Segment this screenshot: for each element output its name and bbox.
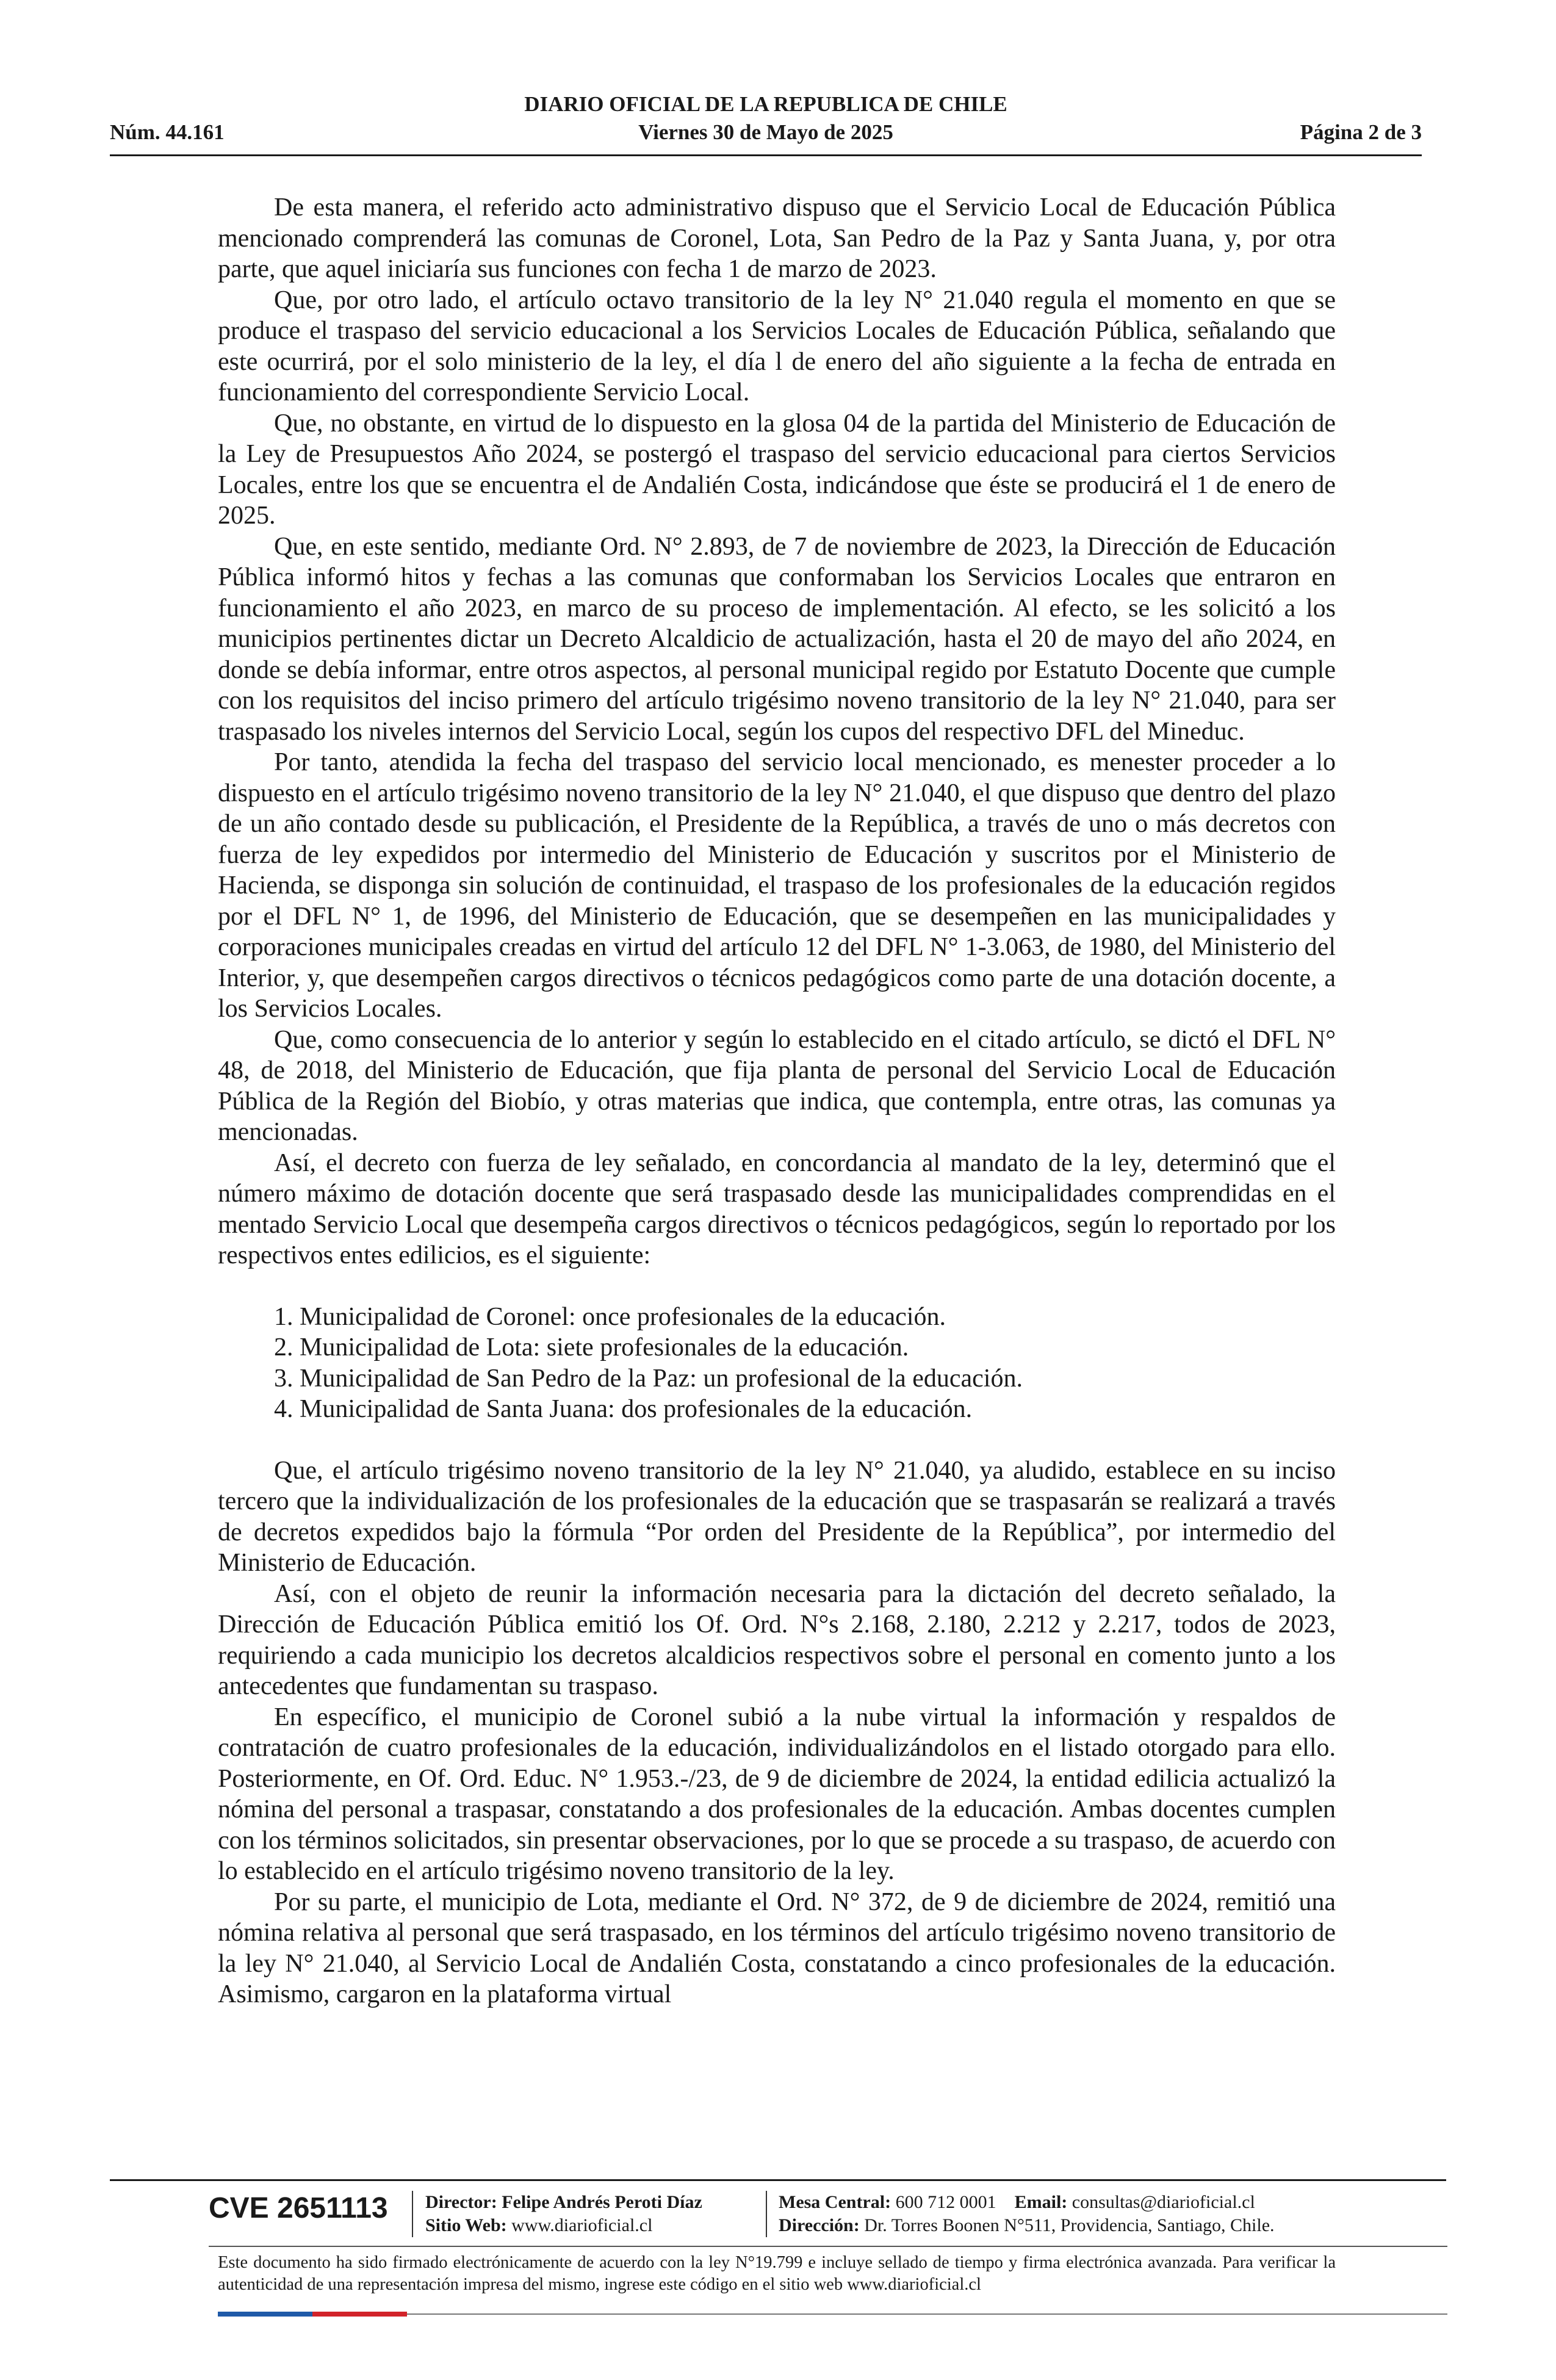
paragraph: Así, con el objeto de reunir la información necesaria para la dictación del decreto señalado, la Dirección de Educación Pública emitió los Of. Ord. N°s 2.168, 2.180, 2.212 y 2.217, todos de 2023, requiriendo a cada municipio los decretos alcaldicios respectivos sobre el personal en comento junto a los antecedentes que fundamentan su traspaso.: [218, 1579, 1336, 1700]
page-header: [110, 90, 1422, 157]
flag-color-bar: [218, 2312, 407, 2317]
paragraph: En específico, el municipio de Coronel subió a la nube virtual la información y respaldos de contratación de cuatro profesionales de la educación, individualizándolos en el listado otorgado para ello. Posteriormente, en Of. Ord. Educ. N° 1.953.-/23, de 9 de diciembre de 2024, la entidad edilicia actualizó la nómina del personal a traspasar, constatando a dos profesionales de la educación. Ambas docentes cumplen con los términos solicitados, sin presentar observaciones, por lo que se procede a su traspaso, de acuerdo con lo establecido en el artículo trigésimo noveno transitorio de la ley.: [218, 1703, 1336, 1885]
flag-blue-segment: [218, 2312, 312, 2317]
paragraph: De esta manera, el referido acto administrativo dispuso que el Servicio Local de Educación Pública mencionado comprenderá las comunas de Coronel, Lota, San Pedro de la Paz y Santa Juana, y, por otra parte, que aquel iniciaría sus funciones con fecha 1 de marzo de 2023.: [218, 193, 1336, 283]
site-link[interactable]: www.diarioficial.cl: [511, 2215, 653, 2235]
director-label: Director:: [425, 2192, 497, 2212]
mesa-value: 600 712 0001: [895, 2192, 996, 2212]
paragraph: Que, como consecuencia de lo anterior y según lo establecido en el citado artículo, se dictó el DFL N° 48, de 2018, del Ministerio de Educación, que fija planta de personal del Servicio Local de Educación Pública de la Región del Biobío, y otras materias que indica, que contempla, entre otras, las comunas ya mencionadas.: [218, 1025, 1336, 1146]
address-label: Dirección:: [779, 2215, 860, 2235]
document-body: [218, 192, 1336, 2010]
footer-separator: [412, 2191, 413, 2237]
header-center: [110, 90, 1422, 146]
paragraph: Que, en este sentido, mediante Ord. N° 2.893, de 7 de noviembre de 2023, la Dirección de Educación Pública informó hitos y fechas a las comunas que conformaban los Servicios Locales que entraron en funcionamiento el año 2023, en marco de su proceso de implementación. Al efecto, se les solicitó a los municipios pertinentes dictar un Decreto Alcaldicio de actualización, hasta el 20 de mayo del año 2024, en donde se debía informar, entre otros aspectos, al personal municipal regido por Estatuto Docente que cumple con los requisitos del inciso primero del artículo trigésimo noveno transitorio de la ley N° 21.040, para ser traspasado los niveles internos del Servicio Local, según los cupos del respectivo DFL del Mineduc.: [218, 532, 1336, 746]
paragraph: Que, no obstante, en virtud de lo dispuesto en la glosa 04 de la partida del Ministerio de Educación de la Ley de Presupuestos Año 2024, se postergó el traspaso del servicio educacional para ciertos Servicios Locales, entre los que se encuentra el de Andalién Costa, indicándose que éste se producirá el 1 de enero de 2025.: [218, 409, 1336, 530]
footer-divider: [110, 2179, 1446, 2181]
paragraph: Por tanto, atendida la fecha del traspaso del servicio local mencionado, es menester proceder a lo dispuesto en el artículo trigésimo noveno transitorio de la ley N° 21.040, el que dispuso que dentro del plazo de un año contado desde su publicación, el Presidente de la República, a través de uno o más decretos con fuerza de ley expedidos por intermedio del Ministerio de Educación y suscritos por el Ministerio de Hacienda, se disponga sin solución de continuidad, el traspaso de los profesionales de la educación regidos por el DFL N° 1, de 1996, del Ministerio de Educación, que se desempeñen en las municipalidades y corporaciones municipales creadas en virtud del artículo 12 del DFL N° 1-3.063, de 1980, del Ministerio del Interior, y, que desempeñen cargos directivos o técnicos pedagógicos como parte de una dotación docente, a los Servicios Locales.: [218, 748, 1336, 1023]
paragraph: Así, el decreto con fuerza de ley señalado, en concordancia al mandato de la ley, determinó que el número máximo de dotación docente que será traspasado desde las municipalidades comprendidas en el mentado Servicio Local que desempeña cargos directivos o técnicos pedagógicos, según lo reportado por los respectivos entes edilicios, es el siguiente:: [218, 1149, 1336, 1269]
director-name: Felipe Andrés Peroti Díaz: [502, 2192, 702, 2212]
address-value: Dr. Torres Boonen N°511, Providencia, Santiago, Chile.: [864, 2215, 1275, 2235]
footer-bottom-rule: [407, 2313, 1447, 2315]
mesa-label: Mesa Central:: [779, 2192, 891, 2212]
municipality-list: [218, 1302, 1336, 1425]
footer-divider: [209, 2246, 1447, 2247]
email-link[interactable]: consultas@diarioficial.cl: [1072, 2192, 1255, 2212]
site-line: [425, 2214, 702, 2237]
cve-code: CVE 2651113: [209, 2192, 388, 2224]
paragraph: Que, por otro lado, el artículo octavo transitorio de la ley N° 21.040 regula el momento en que se produce el traspaso del servicio educacional a los Servicios Locales de Educación Pública, señalando que este ocurrirá, por el solo ministerio de la ley, el día l de enero del año siguiente a la fecha de entrada en funcionamiento del correspondiente Servicio Local.: [218, 286, 1336, 406]
paragraph: Que, el artículo trigésimo noveno transitorio de la ley N° 21.040, ya aludido, establece en su inciso tercero que la individualización de los profesionales de la educación que se traspasarán se realizará a través de decretos expedidos bajo la fórmula “Por orden del Presidente de la República”, por intermedio del Ministerio de Educación.: [218, 1456, 1336, 1577]
spacer: [218, 1271, 1336, 1302]
email-label: Email:: [1014, 2192, 1068, 2212]
header-divider: [110, 154, 1422, 156]
list-item: 1. Municipalidad de Coronel: once profesionales de la educación.: [274, 1302, 946, 1331]
paragraph: Por su parte, el municipio de Lota, mediante el Ord. N° 372, de 9 de diciembre de 2024, remitió una nómina relativa al personal que será traspasado, en los términos del artículo trigésimo noveno transitorio de la ley N° 21.040, al Servicio Local de Andalién Costa, constatando a cinco profesionales de la educación. Asimismo, cargaron en la plataforma virtual: [218, 1888, 1336, 2008]
flag-red-segment: [312, 2312, 407, 2317]
publication-date: Viernes 30 de Mayo de 2025: [638, 120, 893, 144]
spacer: [218, 1425, 1336, 1455]
publication-title: DIARIO OFICIAL DE LA REPUBLICA DE CHILE: [524, 92, 1007, 116]
address-line: [779, 2214, 1275, 2237]
list-item: 2. Municipalidad de Lota: siete profesionales de la educación.: [274, 1333, 909, 1361]
contact-line: [779, 2191, 1275, 2214]
director-line: [425, 2191, 702, 2214]
footer-director-block: [425, 2191, 702, 2237]
signature-notice: Este documento ha sido firmado electrónicamente de acuerdo con la ley N°19.799 e incluye sellado de tiempo y firma electrónica avanzada. Para verificar la autenticidad de una representación impresa del mismo, ingrese este código en el sitio web www.diarioficial.cl: [218, 2253, 1336, 2294]
list-item: 3. Municipalidad de San Pedro de la Paz: un profesional de la educación.: [274, 1364, 1023, 1393]
issue-number: Núm. 44.161: [110, 120, 225, 144]
site-label: Sitio Web:: [425, 2215, 507, 2235]
page-number: Página 2 de 3: [1300, 120, 1422, 144]
footer-separator: [766, 2191, 767, 2237]
list-item: 4. Municipalidad de Santa Juana: dos profesionales de la educación.: [274, 1395, 973, 1423]
footer-contact-block: [779, 2191, 1275, 2237]
